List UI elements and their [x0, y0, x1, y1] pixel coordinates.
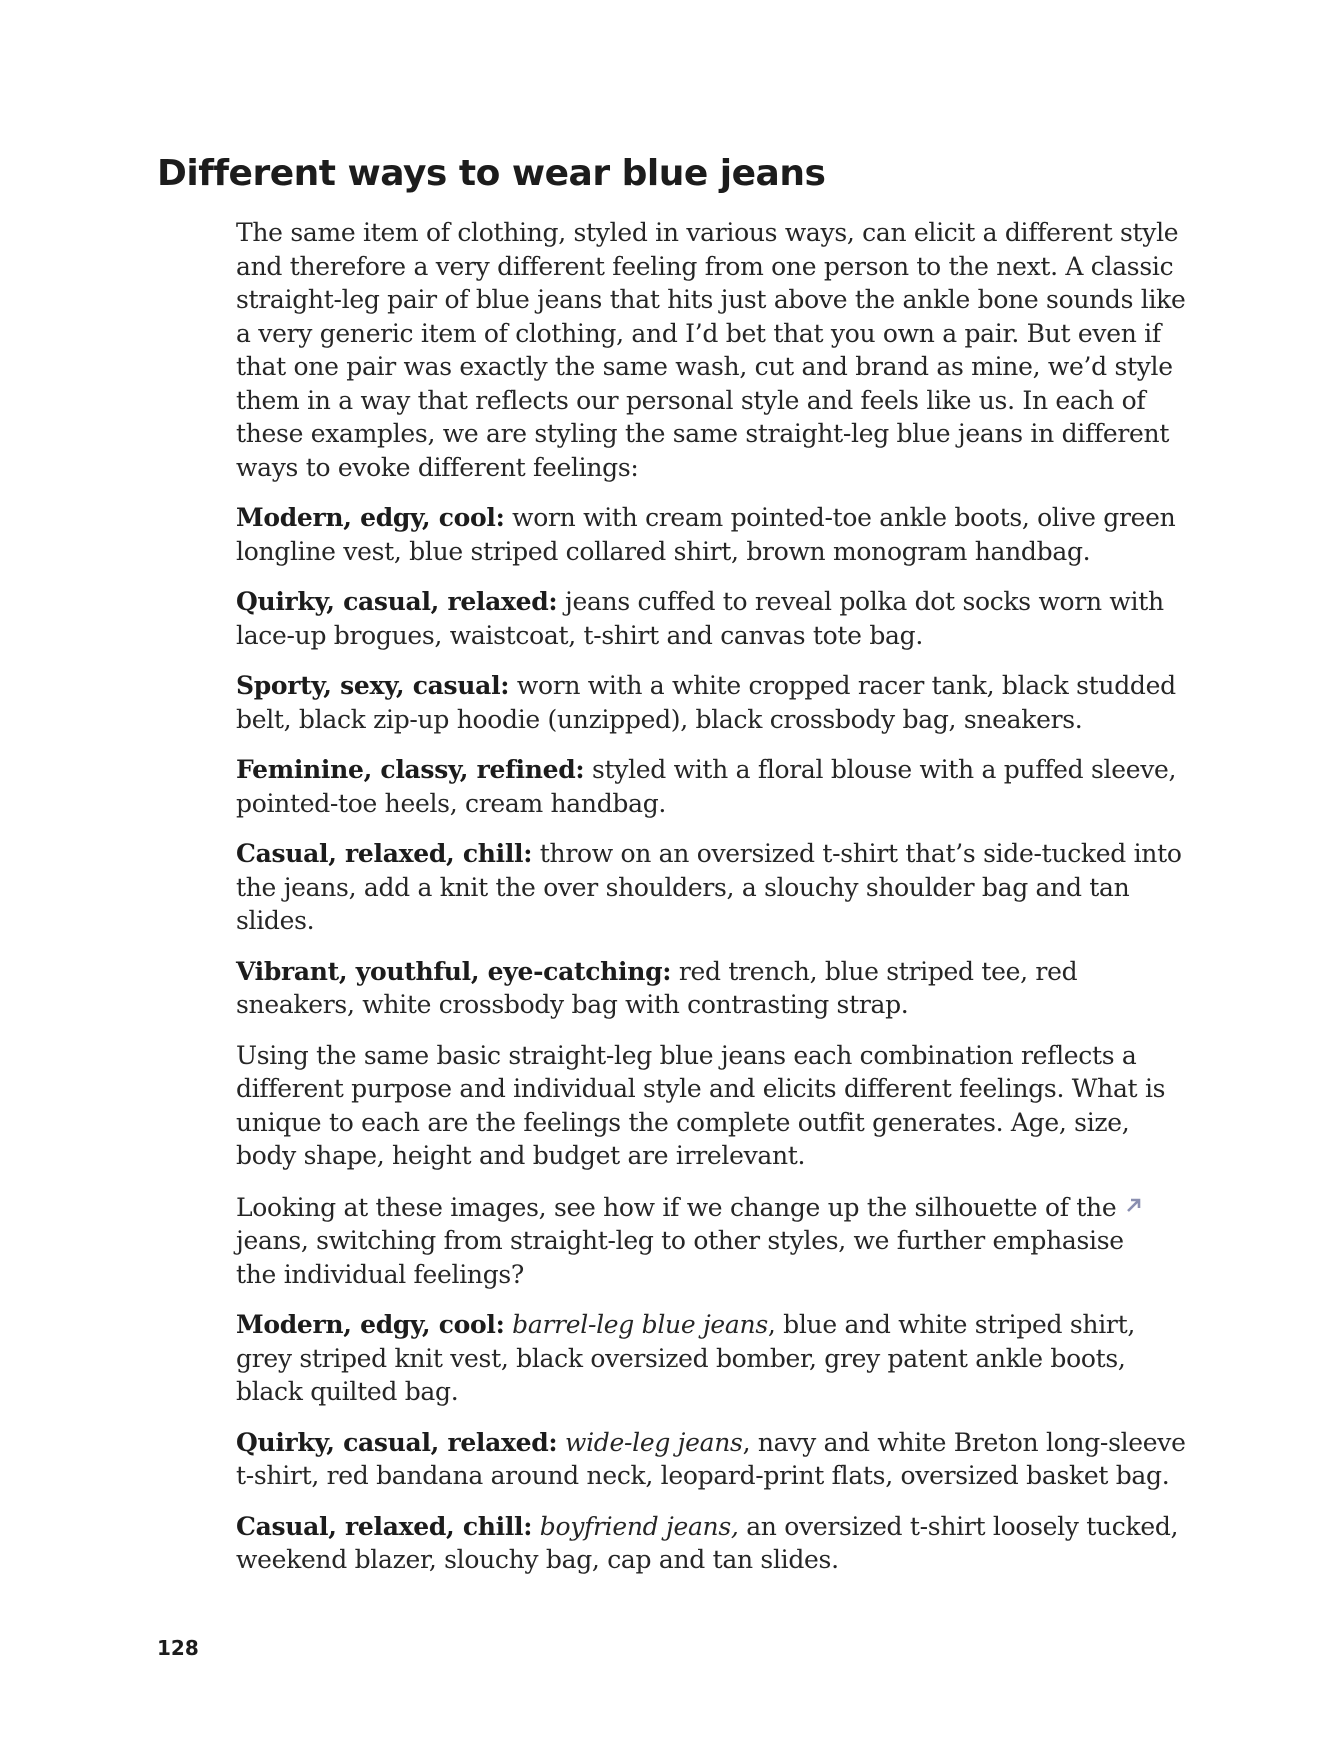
style-paragraph	[236, 585, 1196, 652]
style-description: jeans cuffed to reveal polka dot socks worn with lace-up brogues, waistcoat, t-shirt and canvas tote bag.	[236, 587, 1164, 650]
jeans-style: wide-leg jeans	[557, 1427, 743, 1457]
style-paragraph	[236, 501, 1196, 568]
arrow-up-right-icon[interactable]	[1124, 1190, 1144, 1210]
style-paragraph	[236, 1510, 1196, 1577]
looking-line: Looking at these images, see how if we change up the silhouette of the	[236, 1192, 1117, 1222]
jeans-style: barrel-leg blue jeans	[504, 1310, 768, 1339]
style-label: Sporty, sexy, casual:	[236, 671, 510, 700]
style-label: Vibrant, youthful, eye-catching:	[236, 956, 672, 986]
style-description: , blue and white striped shirt, grey striped knit vest, black oversized bomber, grey patent ankle boots, black quilted bag.	[236, 1310, 1135, 1406]
looking-line: the individual feelings?	[236, 1259, 525, 1289]
style-description: styled with a floral blouse with a puffed sleeve, pointed-toe heels, cream handbag.	[236, 755, 1177, 818]
style-label: Modern, edgy, cool:	[236, 503, 505, 532]
body-text	[236, 216, 1196, 1594]
style-paragraph	[236, 955, 1196, 1022]
style-label: Quirky, casual, relaxed:	[236, 587, 558, 616]
style-paragraph	[236, 1426, 1196, 1493]
jeans-style: boyfriend jeans,	[532, 1511, 739, 1541]
intro-paragraph: The same item of clothing, styled in various ways, can elicit a different style and therefore a very different feeling from one person to the next. A classic straight-leg pair of blue jeans that hits just above the ankle bone sounds like a very generic item of clothing, and I’d bet that you own a pair. But even if that one pair was exactly the same wash, cut and brand as mine, we’d style them in a way that reflects our personal style and feels like us. In each of these examples, we are styling the same straight-leg blue jeans in different ways to evoke different feelings:	[236, 218, 1186, 482]
style-label: Casual, relaxed, chill:	[236, 839, 533, 868]
style-paragraph	[236, 753, 1196, 820]
page-number: 128	[157, 1636, 199, 1660]
style-label: Quirky, casual, relaxed:	[236, 1427, 558, 1457]
looking-paragraph	[236, 1190, 1196, 1292]
style-paragraph	[236, 669, 1196, 736]
page-heading: Different ways to wear blue jeans	[157, 153, 826, 194]
style-description: red trench, blue striped tee, red sneakers, white crossbody bag with contrasting strap.	[236, 956, 1078, 1019]
style-label: Casual, relaxed, chill:	[236, 1511, 533, 1541]
style-paragraph	[236, 1308, 1196, 1409]
style-description: , navy and white Breton long-sleeve t-shirt, red bandana around neck, leopard-print flats, oversized basket bag.	[236, 1427, 1186, 1490]
style-label: Feminine, classy, refined:	[236, 755, 585, 784]
style-description: an oversized t-shirt loosely tucked, weekend blazer, slouchy bag, cap and tan slides.	[236, 1511, 1179, 1574]
style-label: Modern, edgy, cool:	[236, 1310, 505, 1339]
style-description: throw on an oversized t-shirt that’s side-tucked into the jeans, add a knit the over shoulders, a slouchy shoulder bag and tan slides.	[236, 839, 1182, 935]
style-description: worn with cream pointed-toe ankle boots, olive green longline vest, blue striped collared shirt, brown monogram handbag.	[236, 503, 1176, 566]
style-paragraph	[236, 837, 1196, 938]
summary-paragraph: Using the same basic straight-leg blue jeans each combination reflects a different purpose and individual style and elicits different feelings. What is unique to each are the feelings the complete outfit generates. Age, size, body shape, height and budget are irrelevant.	[236, 1040, 1166, 1170]
style-description: worn with a white cropped racer tank, black studded belt, black zip-up hoodie (unzipped), black crossbody bag, sneakers.	[236, 671, 1176, 734]
looking-line: jeans, switching from straight-leg to other styles, we further emphasise	[236, 1226, 1124, 1255]
